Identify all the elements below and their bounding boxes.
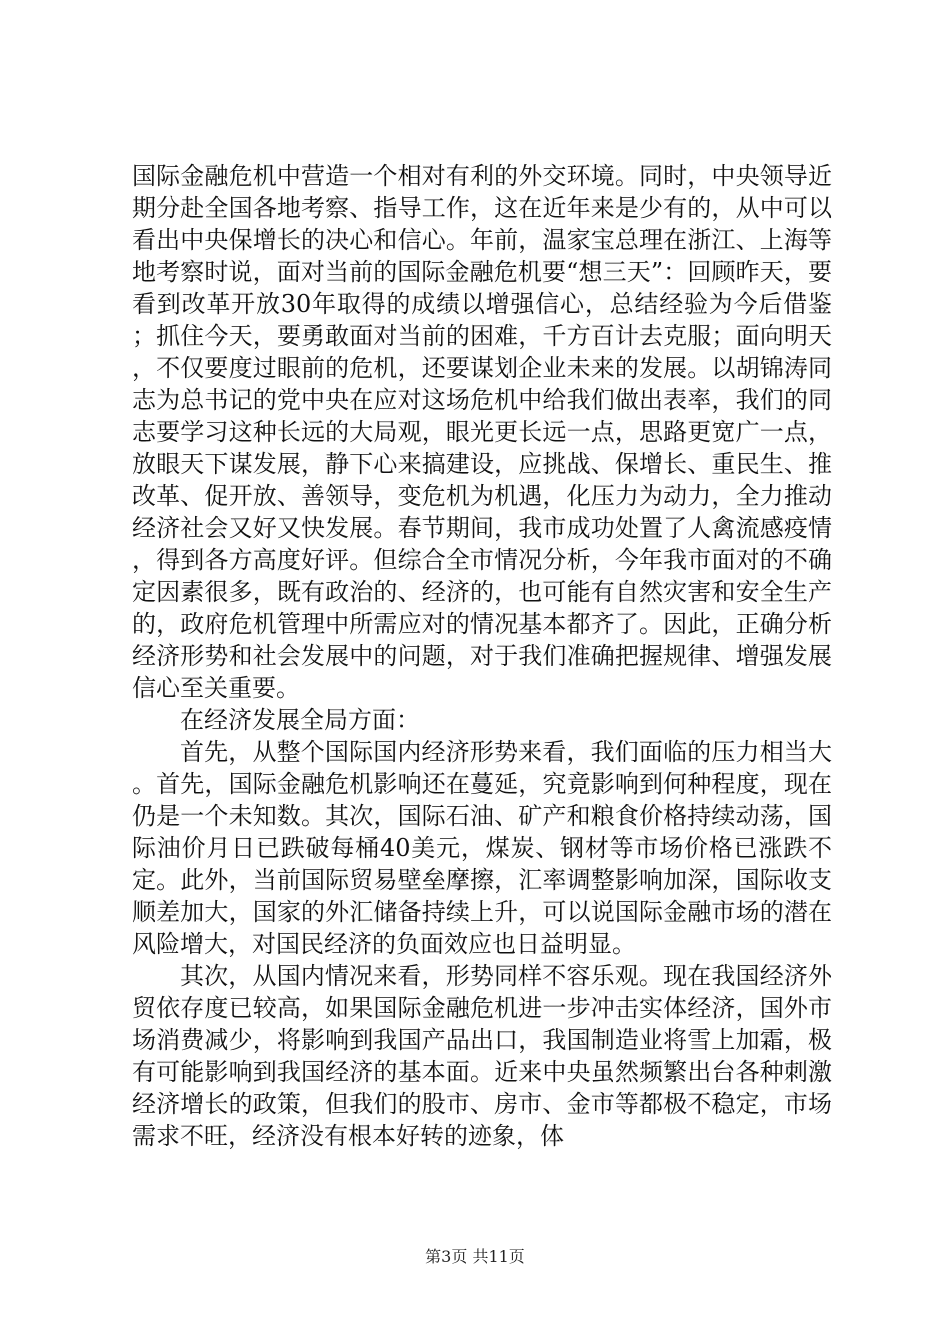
paragraph-continued: 国际金融危机中营造一个相对有利的外交环境。同时，中央领导近期分赴全国各地考察、指导工作，这在近年来是少有的，从中可以看出中央保增长的决心和信心。年前，温家宝总理在浙江、上海等地考察时说，面对当前的国际金融危机要“想三天”：回顾昨天，要看到改革开放30年取得的成绩以增强信心，总结经验为今后借鉴；抓住今天，要勇敢面对当前的困难，千方百计去克服；面向明天，不仅要度过眼前的危机，还要谋划企业未来的发展。以胡锦涛同志为总书记的党中央在应对这场危机中给我们做出表率，我们的同志要学习这种长远的大局观，眼光更长远一点，思路更宽广一点，放眼天下谋发展，静下心来搞建设，应挑战、保增长、重民生、推改革、促开放、善领导，变危机为机遇，化压力为动力，全力推动经济社会又好又快发展。春节期间，我市成功处置了人禽流感疫情，得到各方高度好评。但综合全市情况分析，今年我市面对的不确定因素很多，既有政治的、经济的，也可能有自然灾害和安全生产的，政府危机管理中所需应对的情况基本都齐了。因此，正确分析经济形势和社会发展中的问题，对于我们准确把握规律、增强发展信心至关重要。 xyxy=(132,162,832,702)
paragraph-heading-economy: 在经济发展全局方面： xyxy=(180,706,420,734)
paragraph-international: 首先，从整个国际国内经济形势来看，我们面临的压力相当大。首先，国际金融危机影响还在蔓延，究竟影响到何种程度，现在仍是一个未知数。其次，国际石油、矿产和粮食价格持续动荡，国际油价月日已跌破每桶40美元，煤炭、钢材等市场价格已涨跌不定。此外，当前国际贸易壁垒摩擦，汇率调整影响加深，国际收支顺差加大，国家的外汇储备持续上升，可以说国际金融市场的潜在风险增大，对国民经济的负面效应也日益明显。 xyxy=(132,738,832,958)
page-number-footer: 第3页 共11页 xyxy=(425,1247,525,1266)
paragraph-domestic: 其次，从国内情况来看，形势同样不容乐观。现在我国经济外贸依存度已较高，如果国际金融危机进一步冲击实体经济，国外市场消费减少，将影响到我国产品出口，我国制造业将雪上加霜，极有可能影响到我国经济的基本面。近来中央虽然频繁出台各种刺激经济增长的政策，但我们的股市、房市、金市等都极不稳定，市场需求不旺，经济没有根本好转的迹象，体 xyxy=(132,962,832,1150)
body-text xyxy=(132,160,832,1152)
